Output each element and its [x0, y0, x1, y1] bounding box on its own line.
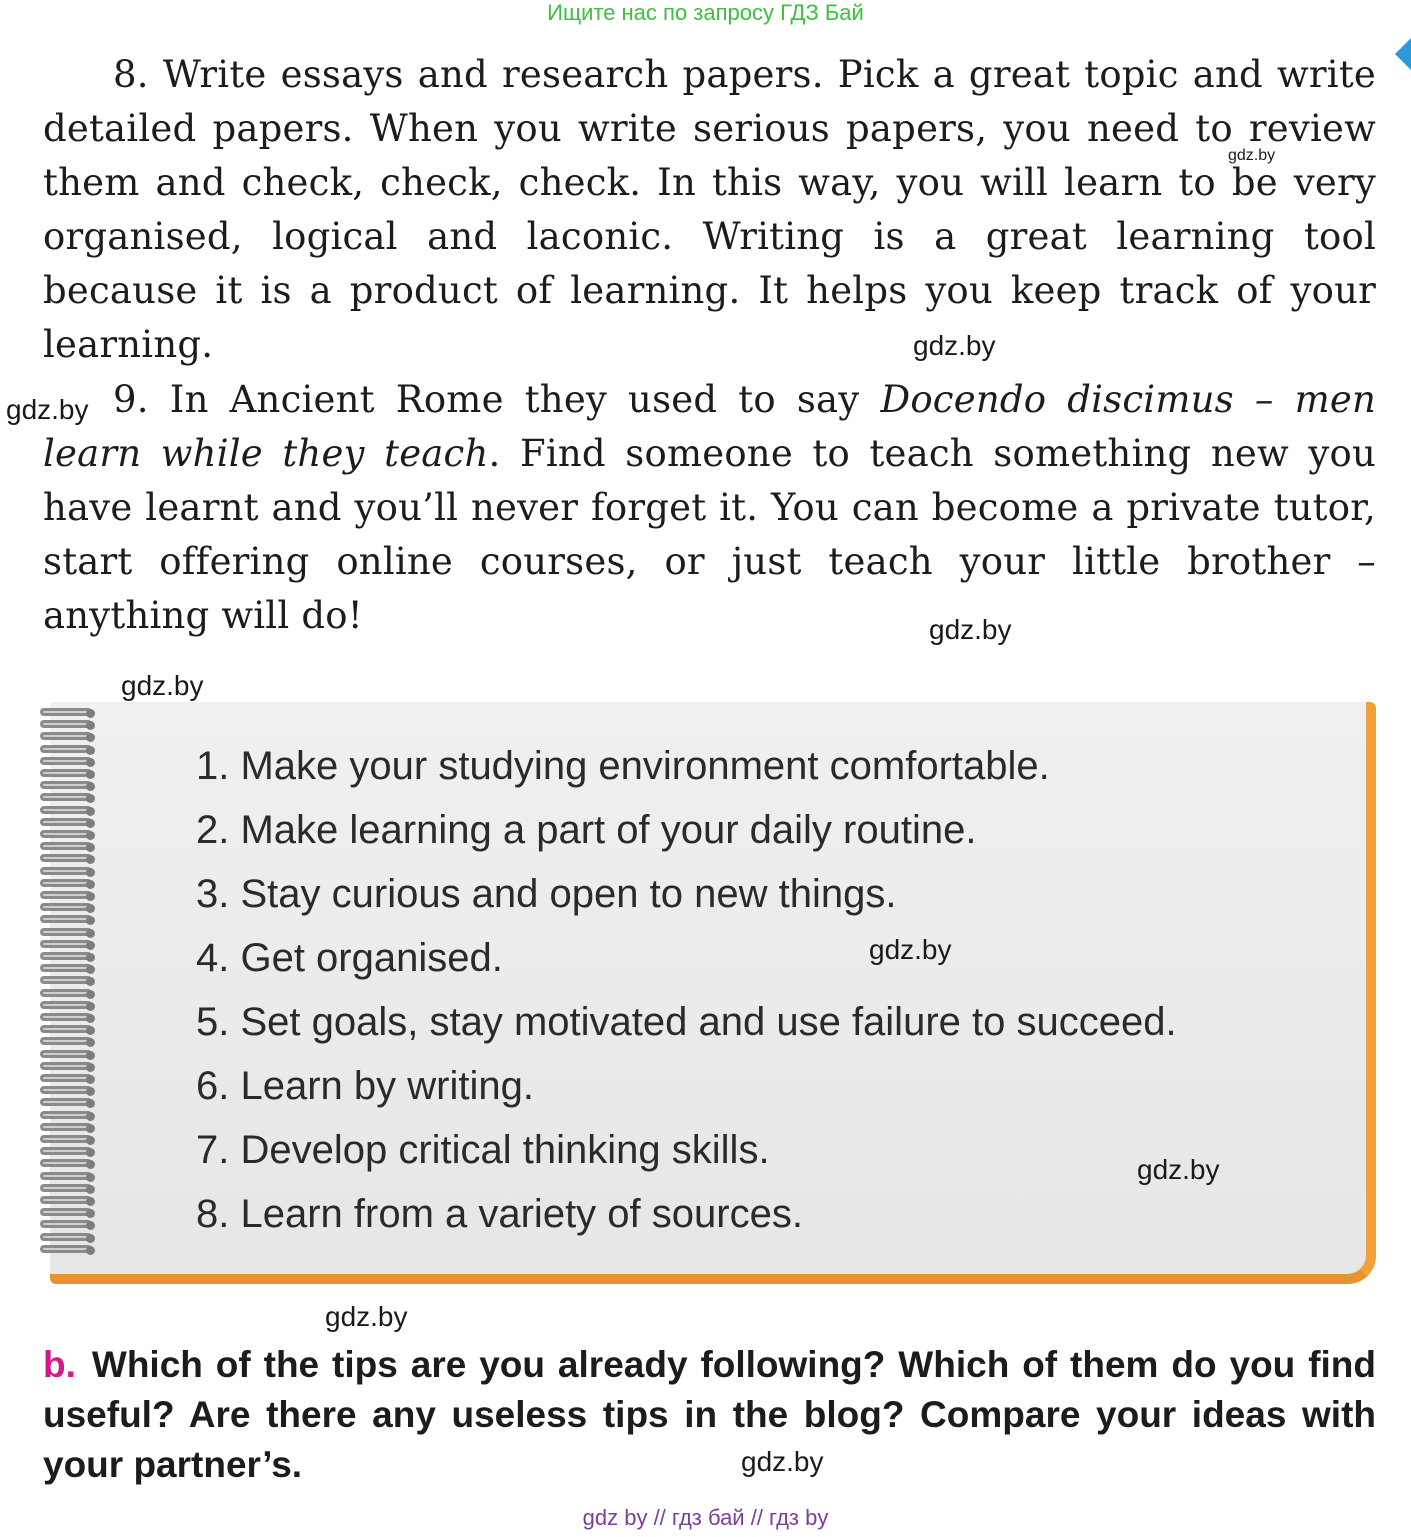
watermark: gdz.by [1137, 1154, 1220, 1185]
tip-item: 5. Set goals, stay motivated and use failure to succeed. [196, 1000, 1177, 1044]
spiral-ring [40, 830, 92, 838]
spiral-ring [40, 1111, 92, 1119]
paragraph-9 [43, 373, 1376, 643]
spiral-ring [40, 1208, 92, 1216]
spiral-ring [40, 940, 92, 948]
spiral-ring [40, 842, 92, 850]
paragraph-9-number: 9. [113, 378, 149, 421]
corner-arrow-icon[interactable] [1395, 38, 1411, 70]
spiral-ring [40, 928, 92, 936]
spiral-ring [40, 1184, 92, 1192]
paragraph-9-latin-quote: Docendo discimus – men learn while they teach [43, 378, 1376, 475]
paragraph-9-text-after: . Find someone to teach something new you have learnt and you’ll never forget it. You can become a private tutor, start offering online courses, or just teach your little brother – anything will do! [43, 432, 1376, 637]
tip-item: 4. Get organised. [196, 936, 503, 980]
watermark: gdz.by [1228, 147, 1276, 164]
spiral-ring [40, 867, 92, 875]
spiral-ring [40, 1074, 92, 1082]
tip-item: 7. Develop critical thinking skills. [196, 1128, 770, 1172]
paragraph-9-text-before: In Ancient Rome they used to say [169, 378, 860, 421]
spiral-ring [40, 1135, 92, 1143]
spiral-ring [40, 1025, 92, 1033]
spiral-ring [40, 757, 92, 765]
tip-item: 3. Stay curious and open to new things. [196, 872, 897, 916]
spiral-ring [40, 915, 92, 923]
task-b [43, 1340, 1376, 1490]
spiral-ring [40, 1220, 92, 1228]
paragraph-8-number: 8. [113, 53, 149, 96]
spiral-ring [40, 1172, 92, 1180]
watermark: gdz.by [121, 670, 204, 701]
spiral-ring [40, 769, 92, 777]
spiral-ring [40, 879, 92, 887]
spiral-ring [40, 1050, 92, 1058]
spiral-ring [40, 1062, 92, 1070]
spiral-ring [40, 806, 92, 814]
spiral-ring [40, 1098, 92, 1106]
task-b-text: Which of the tips are you already following? Which of them do you find useful? Are there any useless tips in the blog? Compare your ideas with your partner’s. [43, 1344, 1376, 1485]
tip-item: 2. Make learning a part of your daily routine. [196, 808, 977, 852]
paragraph-8-text: Write essays and research papers. Pick a great topic and write detailed papers. When you write serious papers, you need to review them and check, check, check. In this way, you will learn to be very organised, logical and laconic. Writing is a great learning tool because it is a product of learning. It helps you keep track of your learning. [43, 53, 1376, 366]
watermark: gdz.by [325, 1301, 408, 1332]
watermark: gdz.by [741, 1446, 824, 1477]
spiral-ring [40, 952, 92, 960]
top-banner[interactable]: Ищите нас по запросу ГДЗ Бай [547, 0, 864, 25]
spiral-ring [40, 1037, 92, 1045]
spiral-ring [40, 732, 92, 740]
spiral-ring [40, 1013, 92, 1021]
watermark: gdz.by [913, 330, 996, 361]
watermark: gdz.by [929, 614, 1012, 645]
spiral-ring [40, 1196, 92, 1204]
spiral-binding-icon [40, 708, 100, 1258]
watermark: gdz.by [6, 394, 89, 425]
spiral-ring [40, 1001, 92, 1009]
paragraph-8 [43, 48, 1376, 372]
tip-item: 6. Learn by writing. [196, 1064, 534, 1108]
spiral-ring [40, 903, 92, 911]
tips-list [196, 740, 1177, 1252]
spiral-ring [40, 1159, 92, 1167]
spiral-ring [40, 964, 92, 972]
watermark: gdz.by [869, 934, 952, 965]
spiral-ring [40, 1147, 92, 1155]
spiral-ring [40, 976, 92, 984]
task-b-letter: b. [43, 1344, 76, 1385]
spiral-ring [40, 781, 92, 789]
spiral-ring [40, 793, 92, 801]
spiral-ring [40, 1233, 92, 1241]
spiral-ring [40, 818, 92, 826]
spiral-ring [40, 1086, 92, 1094]
spiral-ring [40, 1123, 92, 1131]
footer-links[interactable]: gdz by // гдз бай // гдз by [582, 1505, 829, 1530]
spiral-ring [40, 720, 92, 728]
spiral-ring [40, 708, 92, 716]
tip-item: 1. Make your studying environment comfortable. [196, 744, 1050, 788]
tip-item: 8. Learn from a variety of sources. [196, 1192, 803, 1236]
spiral-ring [40, 989, 92, 997]
spiral-ring [40, 891, 92, 899]
spiral-ring [40, 1245, 92, 1253]
spiral-ring [40, 854, 92, 862]
spiral-ring [40, 745, 92, 753]
